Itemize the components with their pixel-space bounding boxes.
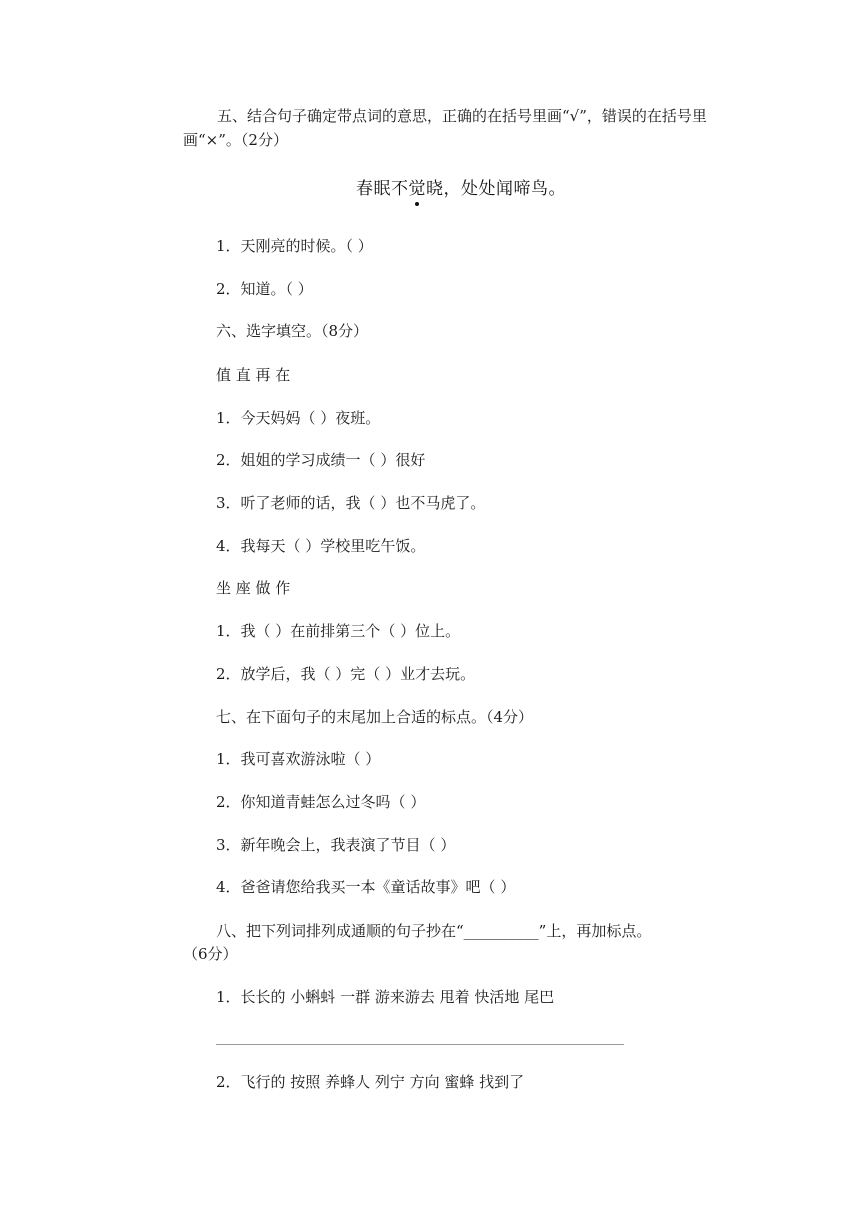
- section7-item-2: 2．你知道青蛙怎么过冬吗（ ）: [216, 793, 426, 811]
- section6-item-3: 3．听了老师的话，我（ ）也不马虎了。: [216, 494, 486, 512]
- section6-char-group-2: 坐 座 做 作: [216, 579, 291, 597]
- section7-heading: 七、在下面句子的末尾加上合适的标点。（4分）: [216, 708, 534, 726]
- section6-heading: 六、选字填空。（8分）: [216, 322, 369, 340]
- poem-dotted-word: 觉: [409, 176, 427, 202]
- section6-item-4: 4．我每天（ ）学校里吃午饭。: [216, 537, 426, 555]
- answer-line[interactable]: [216, 1044, 624, 1045]
- section6-item-6: 2．放学后，我（ ）完（ ）业才去玩。: [216, 665, 476, 683]
- poem-text-part1: 春眠不: [356, 179, 409, 199]
- section7-item-3: 3．新年晚会上，我表演了节目（ ）: [216, 836, 456, 854]
- section8-item-1: 1．长长的 小蝌蚪 一群 游来游去 甩着 快活地 尾巴: [216, 988, 555, 1006]
- section7-item-1: 1．我可喜欢游泳啦（ ）: [216, 750, 381, 768]
- section8-heading-line2: （6分）: [183, 945, 238, 963]
- section7-item-4: 4．爸爸请您给我买一本《童话故事》吧（ ）: [216, 878, 516, 896]
- section6-item-5: 1．我（ ）在前排第三个（ ）位上。: [216, 622, 461, 640]
- section6-item-1: 1．今天妈妈（ ）夜班。: [216, 409, 381, 427]
- section6-char-group-1: 值 直 再 在: [216, 366, 291, 384]
- section8-item-2: 2．飞行的 按照 养蜂人 列宁 方向 蜜蜂 找到了: [216, 1073, 525, 1091]
- section5-item-2: 2．知道。（ ）: [216, 280, 313, 298]
- section5-item-1: 1．天刚亮的时候。（ ）: [216, 237, 373, 255]
- section8-heading-line1: 八、把下列词排列成通顺的句子抄在“__________”上，再加标点。: [216, 922, 652, 940]
- section6-item-2: 2．姐姐的学习成绩一（ ）很好: [216, 451, 426, 469]
- poem-text-part2: 晓，处处闻啼鸟。: [426, 179, 566, 199]
- poem-line: [356, 176, 566, 202]
- section5-heading: 五、结合句子确定带点词的意思，正确的在括号里画“√”，错误的在括号里画“×”。（2分）: [183, 107, 707, 149]
